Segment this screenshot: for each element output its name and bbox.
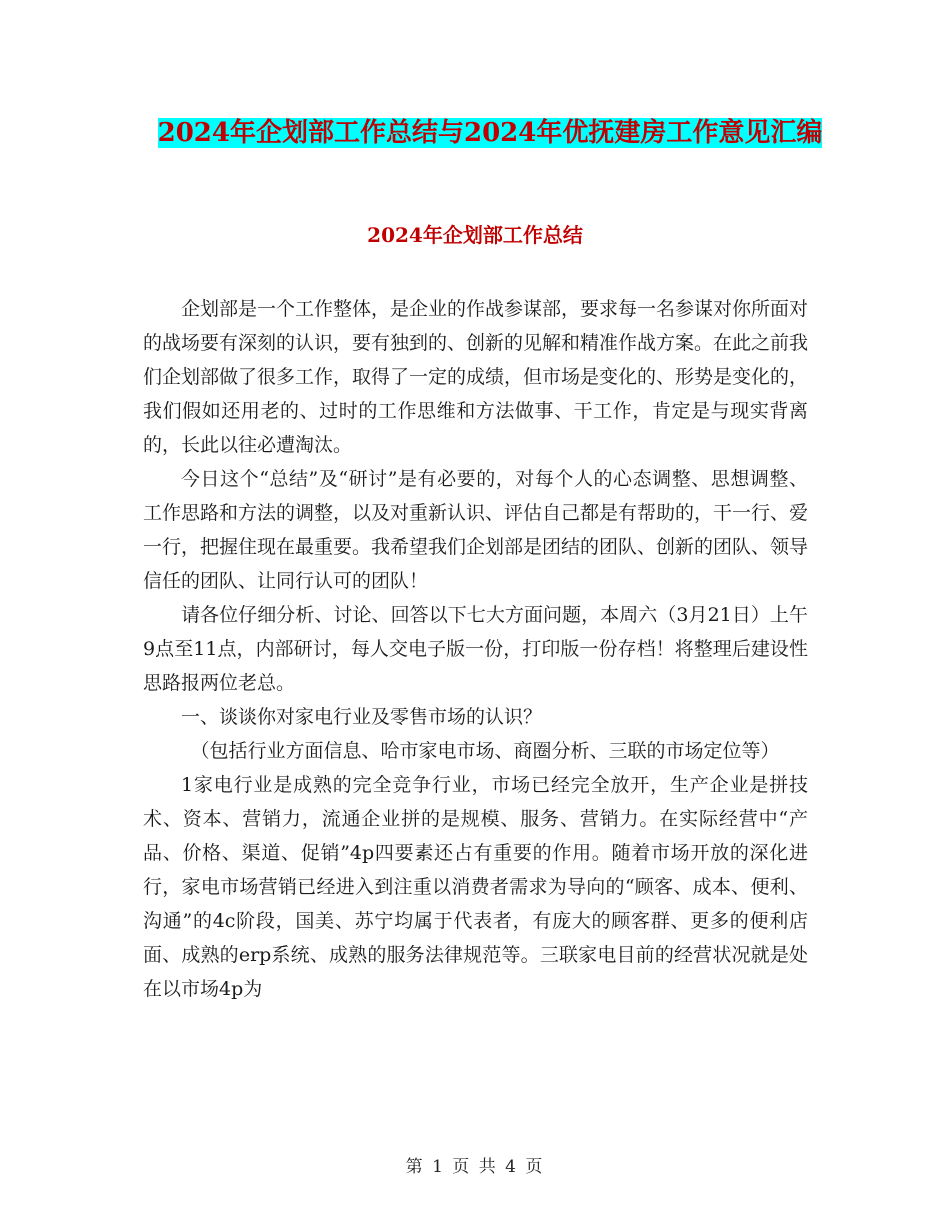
- document-body: [143, 292, 808, 1006]
- paragraph: （包括行业方面信息、哈市家电市场、商圈分析、三联的市场定位等）: [190, 740, 780, 762]
- paragraph: 今日这个“总结”及“研讨”是有必要的，对每个人的心态调整、思想调整、工作思路和方法的调整，以及对重新认识、评估自己都是有帮助的，干一行、爱一行，把握住现在最重要。我希望我们企划部是团结的团队、创新的团队、领导信任的团队、让同行认可的团队！: [143, 468, 809, 592]
- page-footer: 第 1 页 共 4 页: [405, 1157, 545, 1177]
- document-title: [140, 110, 840, 156]
- paragraph: 请各位仔细分析、讨论、回答以下七大方面问题，本周六（3月21日）上午9点至11点，内部研讨，每人交电子版一份，打印版一份存档！将整理后建设性思路报两位老总。: [143, 604, 808, 694]
- paragraph: 1家电行业是成熟的完全竞争行业，市场已经完全放开，生产企业是拼技术、资本、营销力，流通企业拼的是规模、服务、营销力。在实际经营中“产品、价格、渠道、促销”4p四要素还占有重要的作用。随着市场开放的深化进行，家电市场营销已经进入到注重以消费者需求为导向的“顾客、成本、便利、沟通”的4c阶段，国美、苏宁均属于代表者，有庞大的顾客群、更多的便利店面、成熟的erp系统、成熟的服务法律规范等。三联家电目前的经营状况就是处在以市场4p为: [143, 774, 808, 1000]
- section-title: 2024年企划部工作总结: [367, 223, 583, 247]
- document-title-text: 2024年企划部工作总结与2024年优抚建房工作意见汇编: [157, 118, 823, 148]
- paragraph: 企划部是一个工作整体，是企业的作战参谋部，要求每一名参谋对你所面对的战场要有深刻的认识，要有独到的、创新的见解和精准作战方案。在此之前我们企划部做了很多工作，取得了一定的成绩，但市场是变化的、形势是变化的，我们假如还用老的、过时的工作思维和方法做事、干工作，肯定是与现实背离的，长此以往必遭淘汰。: [143, 298, 809, 456]
- paragraph: 一、谈谈你对家电行业及零售市场的认识？: [181, 706, 543, 728]
